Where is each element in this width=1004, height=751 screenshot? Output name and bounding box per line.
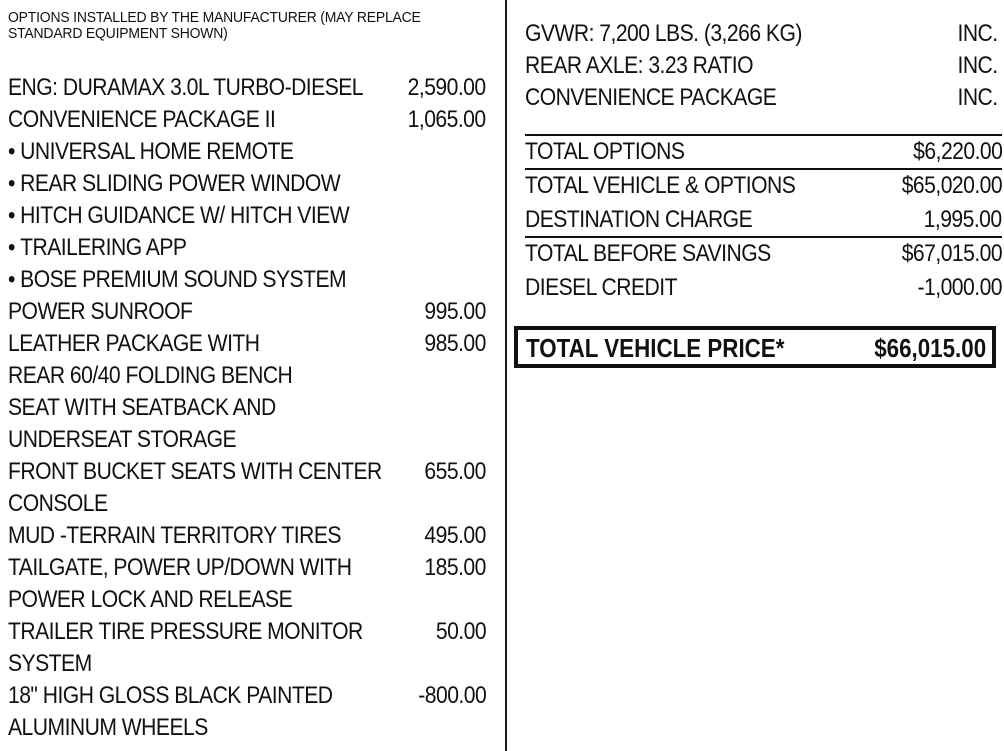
line-item-amount <box>397 104 486 136</box>
line-item <box>8 328 490 360</box>
line-item <box>525 134 1002 168</box>
line-item-label: ALUMINUM WHEELS <box>8 714 208 741</box>
pricing-column <box>525 18 1002 368</box>
line-item-amount-value: 985.00 <box>424 330 486 357</box>
line-item <box>8 616 490 648</box>
line-item-amount-value: 50.00 <box>435 618 486 645</box>
options-list <box>8 72 490 744</box>
line-item <box>8 296 490 328</box>
line-item-amount <box>416 520 486 552</box>
line-item <box>8 360 490 392</box>
line-item-amount-value: 495.00 <box>424 522 486 549</box>
options-column <box>8 10 490 744</box>
line-item <box>8 584 490 616</box>
line-item <box>8 392 490 424</box>
line-item <box>8 264 490 296</box>
total-vehicle-price-amount: $66,015.00 <box>874 333 986 363</box>
line-item-amount-value: 1,065.00 <box>408 106 486 133</box>
line-item-label: CONVENIENCE PACKAGE II <box>8 106 276 133</box>
line-item <box>525 236 1002 270</box>
line-item <box>525 270 1002 304</box>
line-item-amount-value: 995.00 <box>424 298 486 325</box>
line-item-label: POWER SUNROOF <box>8 298 193 325</box>
line-item-label: FRONT BUCKET SEATS WITH CENTER <box>8 458 382 485</box>
options-header: OPTIONS INSTALLED BY THE MANUFACTURER (MAY REPLACE STANDARD EQUIPMENT SHOWN) <box>8 9 421 42</box>
line-item-label: TAILGATE, POWER UP/DOWN WITH <box>8 554 352 581</box>
line-item-amount-value: 655.00 <box>424 458 486 485</box>
included-items <box>525 18 1002 114</box>
line-item-amount-value: INC. <box>957 84 998 111</box>
line-item <box>8 648 490 680</box>
line-item <box>8 200 490 232</box>
line-item-label: DIESEL CREDIT <box>525 274 677 301</box>
line-item-label: CONSOLE <box>8 490 108 517</box>
line-item-label: • BOSE PREMIUM SOUND SYSTEM <box>8 264 346 296</box>
total-vehicle-price-box <box>514 326 996 368</box>
line-item-amount <box>888 238 1002 270</box>
line-item-amount <box>409 680 486 712</box>
line-item-amount <box>429 616 486 648</box>
line-item <box>8 168 490 200</box>
line-item-label: LEATHER PACKAGE WITH <box>8 330 260 357</box>
line-item <box>8 232 490 264</box>
totals-section <box>525 134 1002 304</box>
line-item <box>525 50 1002 82</box>
line-item-label: TOTAL VEHICLE & OPTIONS <box>525 172 796 199</box>
line-item-amount <box>416 328 486 360</box>
line-item-label: GVWR: 7,200 LBS. (3,266 KG) <box>525 20 802 47</box>
line-item-label: SYSTEM <box>8 650 92 677</box>
line-item-amount-value: 1,995.00 <box>924 206 1002 233</box>
line-item-label: REAR AXLE: 3.23 RATIO <box>525 52 753 79</box>
line-item-amount-value: INC. <box>957 52 998 79</box>
line-item <box>525 168 1002 202</box>
line-item-amount-value: $67,015.00 <box>901 240 1002 267</box>
line-item-label: CONVENIENCE PACKAGE <box>525 84 777 111</box>
line-item-amount-value: 185.00 <box>424 554 486 581</box>
column-divider <box>505 0 507 751</box>
line-item-amount-value: $6,220.00 <box>912 138 1002 165</box>
line-item-label: • UNIVERSAL HOME REMOTE <box>8 136 293 168</box>
line-item <box>525 18 1002 50</box>
line-item-amount-value: 2,590.00 <box>408 74 486 101</box>
line-item-label: TOTAL BEFORE SAVINGS <box>525 240 771 267</box>
line-item-label: UNDERSEAT STORAGE <box>8 426 237 453</box>
line-item <box>8 136 490 168</box>
line-item-amount-value: -1,000.00 <box>917 274 1002 301</box>
line-item-amount <box>416 552 486 584</box>
line-item-label: • REAR SLIDING POWER WINDOW <box>8 168 340 200</box>
line-item-label: TOTAL OPTIONS <box>525 138 685 165</box>
line-item-amount <box>397 72 486 104</box>
line-item-amount <box>952 50 998 82</box>
line-item <box>8 680 490 712</box>
line-item-label: ENG: DURAMAX 3.0L TURBO-DIESEL <box>8 74 364 101</box>
line-item <box>8 456 490 488</box>
line-item-label: SEAT WITH SEATBACK AND <box>8 394 276 421</box>
line-item-amount <box>901 136 1002 168</box>
line-item <box>8 712 490 744</box>
total-vehicle-price-label: TOTAL VEHICLE PRICE* <box>526 333 785 363</box>
line-item <box>8 520 490 552</box>
line-item <box>525 202 1002 236</box>
line-item-amount <box>416 296 486 328</box>
line-item-amount-value: $65,020.00 <box>901 172 1002 199</box>
line-item-label: DESTINATION CHARGE <box>525 206 753 233</box>
line-item <box>8 552 490 584</box>
line-item-amount-value: INC. <box>957 20 998 47</box>
line-item-amount <box>952 18 998 50</box>
line-item-amount <box>913 204 1002 236</box>
line-item-amount <box>416 456 486 488</box>
line-item <box>8 424 490 456</box>
line-item-label: 18" HIGH GLOSS BLACK PAINTED <box>8 682 333 709</box>
line-item <box>8 104 490 136</box>
line-item <box>525 82 1002 114</box>
line-item-label: MUD -TERRAIN TERRITORY TIRES <box>8 522 341 549</box>
line-item-amount-value: -800.00 <box>418 682 486 709</box>
line-item-amount <box>906 272 1002 304</box>
line-item-label: TRAILER TIRE PRESSURE MONITOR <box>8 618 363 645</box>
line-item-label: POWER LOCK AND RELEASE <box>8 586 293 613</box>
line-item-label: • TRAILERING APP <box>8 232 186 264</box>
line-item <box>8 488 490 520</box>
line-item-label: REAR 60/40 FOLDING BENCH <box>8 362 293 389</box>
line-item-label: • HITCH GUIDANCE W/ HITCH VIEW <box>8 200 349 232</box>
line-item-amount <box>952 82 998 114</box>
line-item <box>8 72 490 104</box>
line-item-amount <box>888 170 1002 202</box>
